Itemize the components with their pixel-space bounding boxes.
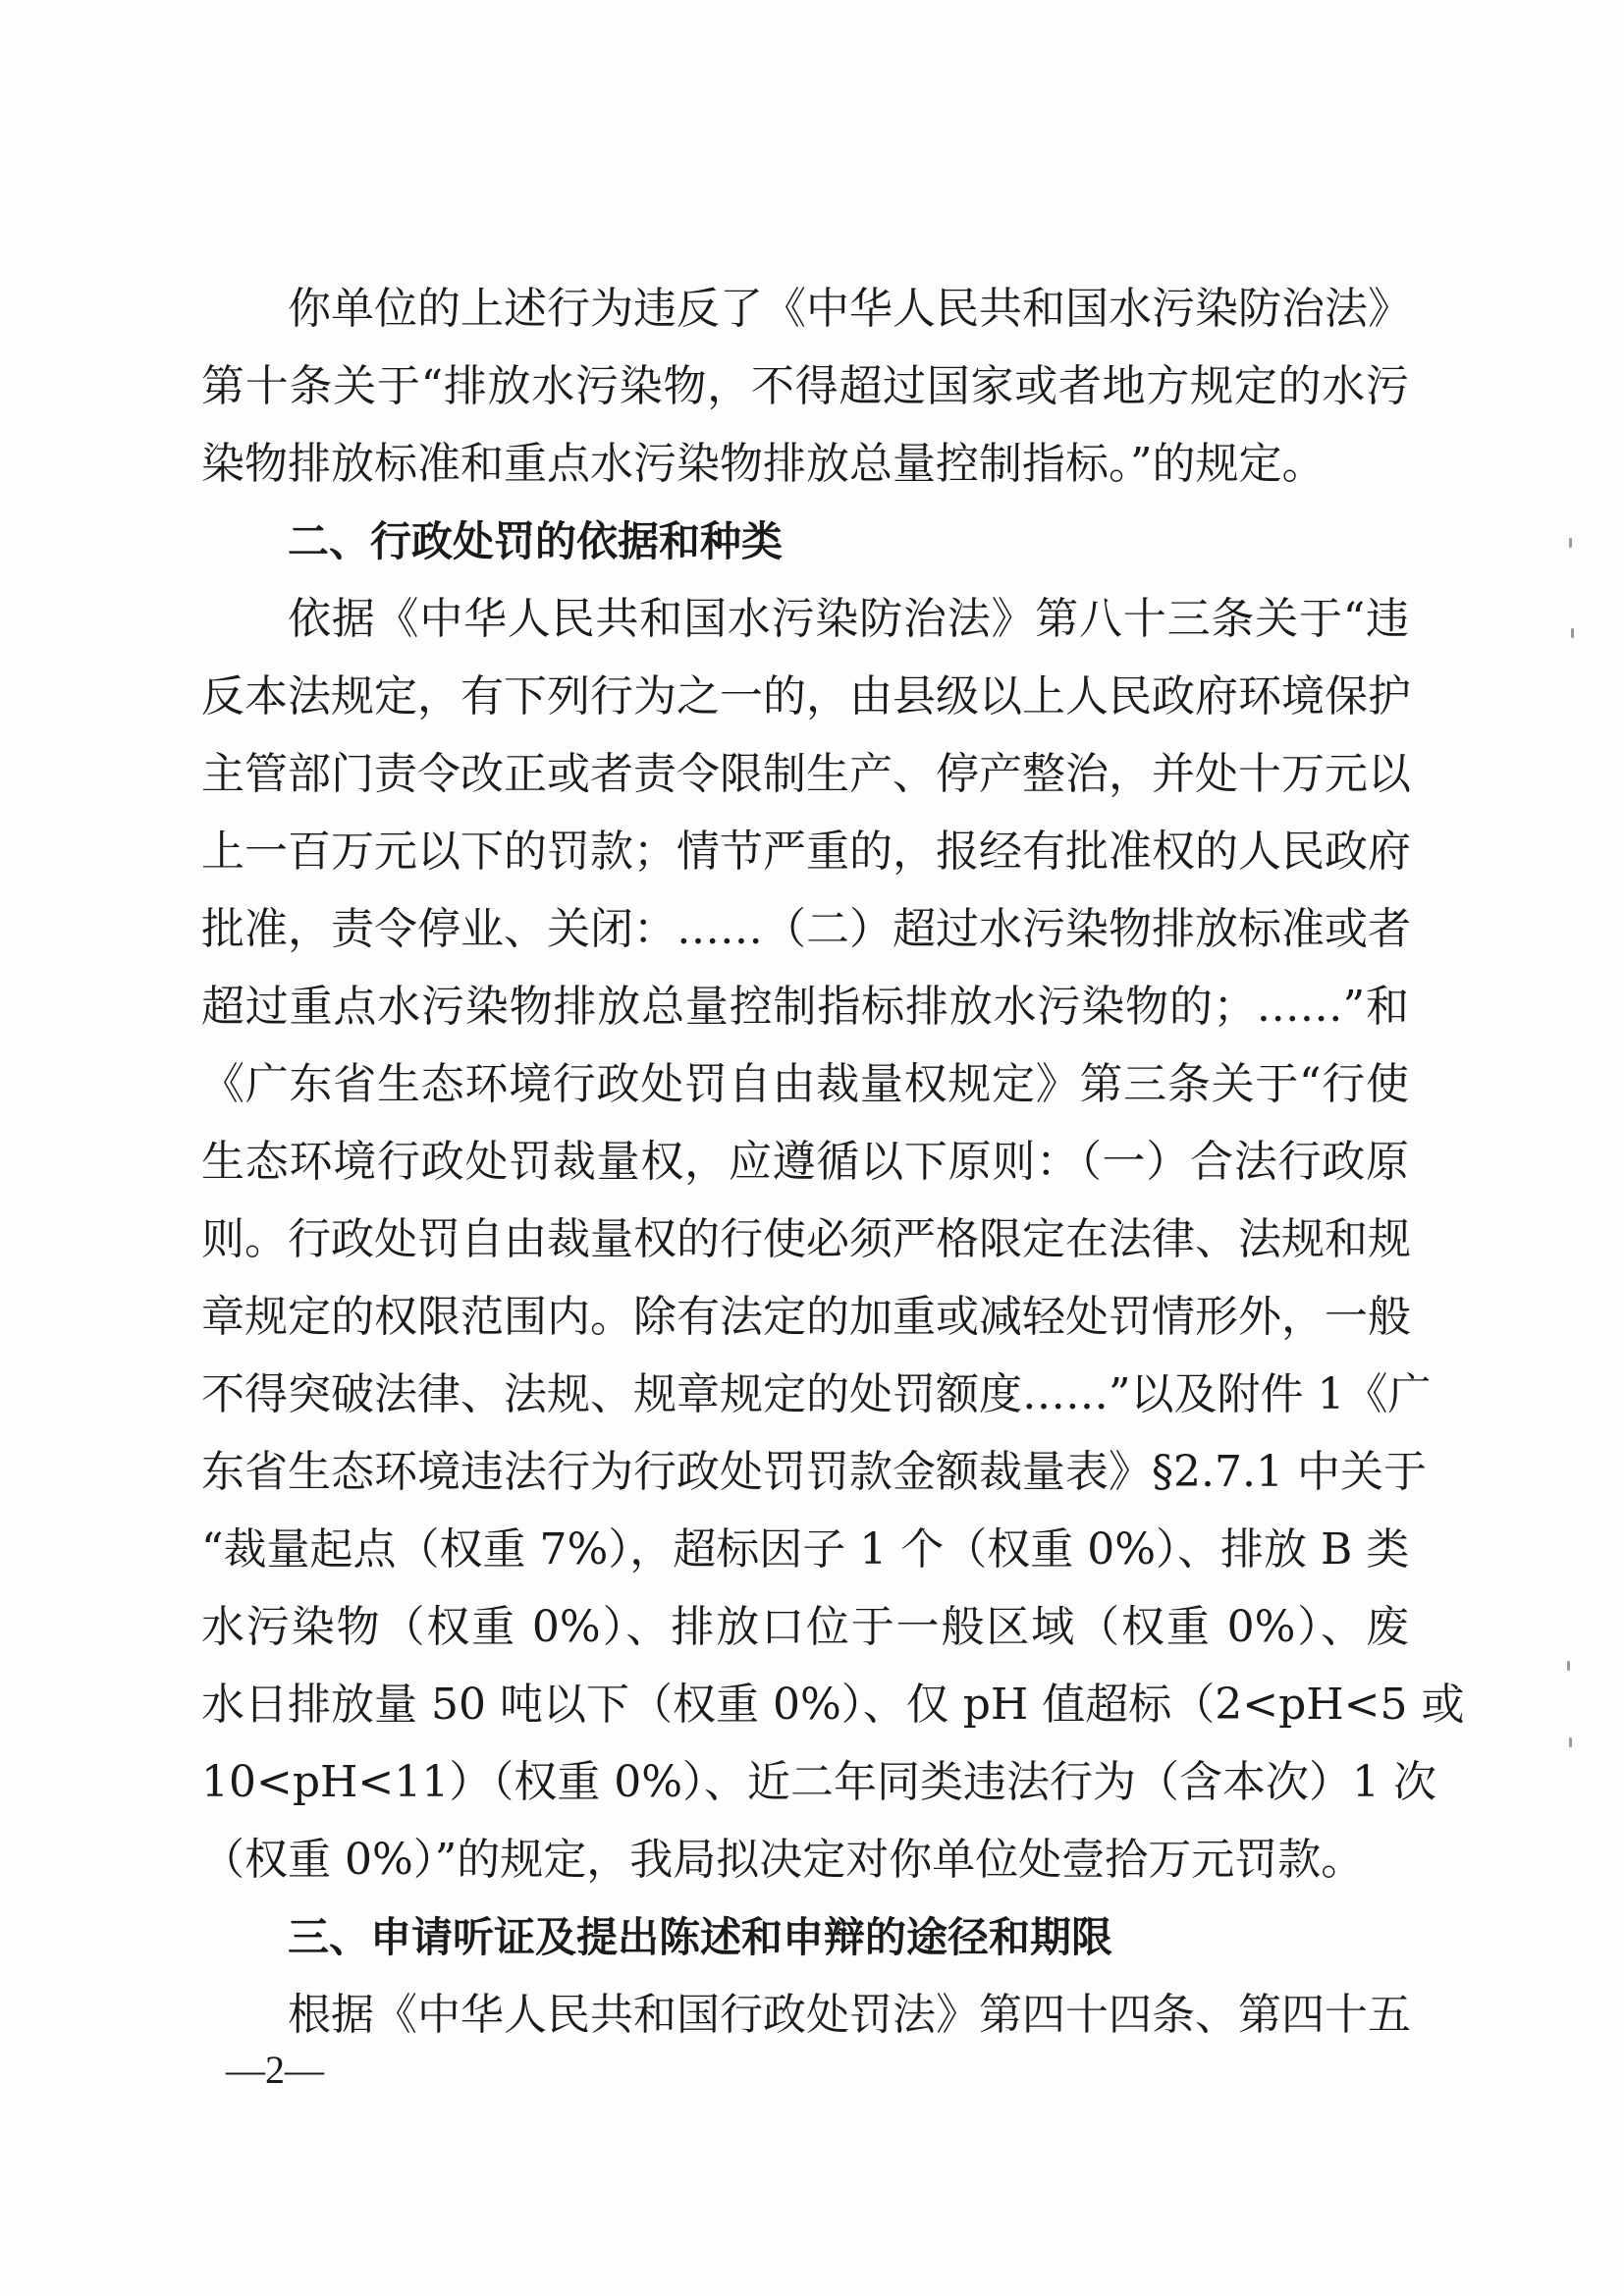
- scan-artifact: [1567, 1661, 1570, 1671]
- text-line: 水污染物（权重 0%）、排放口位于一般区域（权重 0%）、废: [201, 1602, 1409, 1652]
- section-heading-2: 二、行政处罚的依据和种类: [288, 517, 784, 565]
- text-line: 主管部门责令改正或者责令限制生产、停产整治，并处十万元以: [201, 749, 1411, 799]
- text-line: 根据《中华人民共和国行政处罚法》第四十四条、第四十五: [288, 1990, 1411, 2040]
- text-line: 《广东省生态环境行政处罚自由裁量权规定》第三条关于“行使: [201, 1059, 1409, 1109]
- section-heading-3: 三、申请听证及提出陈述和申辩的途径和期限: [288, 1913, 1113, 1961]
- text-line: 上一百万元以下的罚款；情节严重的，报经有批准权的人民政府: [201, 827, 1411, 877]
- text-line: “裁量起点（权重 7%），超标因子 1 个（权重 0%）、排放 B 类: [201, 1524, 1410, 1575]
- text-line: 生态环境行政处罚裁量权，应遵循以下原则：（一）合法行政原: [201, 1137, 1409, 1187]
- page-number: —2—: [226, 2048, 324, 2092]
- scan-artifact: [1569, 538, 1572, 548]
- text-line: 你单位的上述行为违反了《中华人民共和国水污染防治法》: [288, 284, 1411, 334]
- text-line: 东省生态环境违法行为行政处罚罚款金额裁量表》§2.7.1 中关于: [201, 1447, 1427, 1497]
- text-line: 第十条关于“排放水污染物，不得超过国家或者地方规定的水污: [201, 361, 1409, 411]
- text-line: 不得突破法律、法规、规章规定的处罚额度……”以及附件 1《广: [201, 1369, 1432, 1419]
- text-line: 染物排放标准和重点水污染物排放总量控制指标。”的规定。: [201, 439, 1326, 489]
- text-line: （权重 0%）”的规定，我局拟决定对你单位处壹拾万元罚款。: [201, 1835, 1365, 1885]
- scan-artifact: [1569, 1737, 1572, 1747]
- scan-artifact: [1571, 628, 1574, 638]
- text-line: 依据《中华人民共和国水污染防治法》第八十三条关于“违: [288, 594, 1409, 644]
- text-line: 章规定的权限范围内。除有法定的加重或减轻处罚情形外，一般: [201, 1292, 1411, 1342]
- text-line: 则。行政处罚自由裁量权的行使必须严格限定在法律、法规和规: [201, 1214, 1411, 1264]
- text-line: 10<pH<11）（权重 0%）、近二年同类违法行为（含本次）1 次: [201, 1757, 1437, 1807]
- text-line: 批准，责令停业、关闭：……（二）超过水污染物排放标准或者: [201, 904, 1411, 954]
- document-body: [201, 270, 1465, 2054]
- text-line: 水日排放量 50 吨以下（权重 0%）、仅 pH 值超标（2<pH<5 或: [201, 1680, 1465, 1730]
- text-line: 超过重点水污染物排放总量控制指标排放水污染物的；……”和: [201, 982, 1409, 1032]
- text-line: 反本法规定，有下列行为之一的，由县级以上人民政府环境保护: [201, 671, 1411, 721]
